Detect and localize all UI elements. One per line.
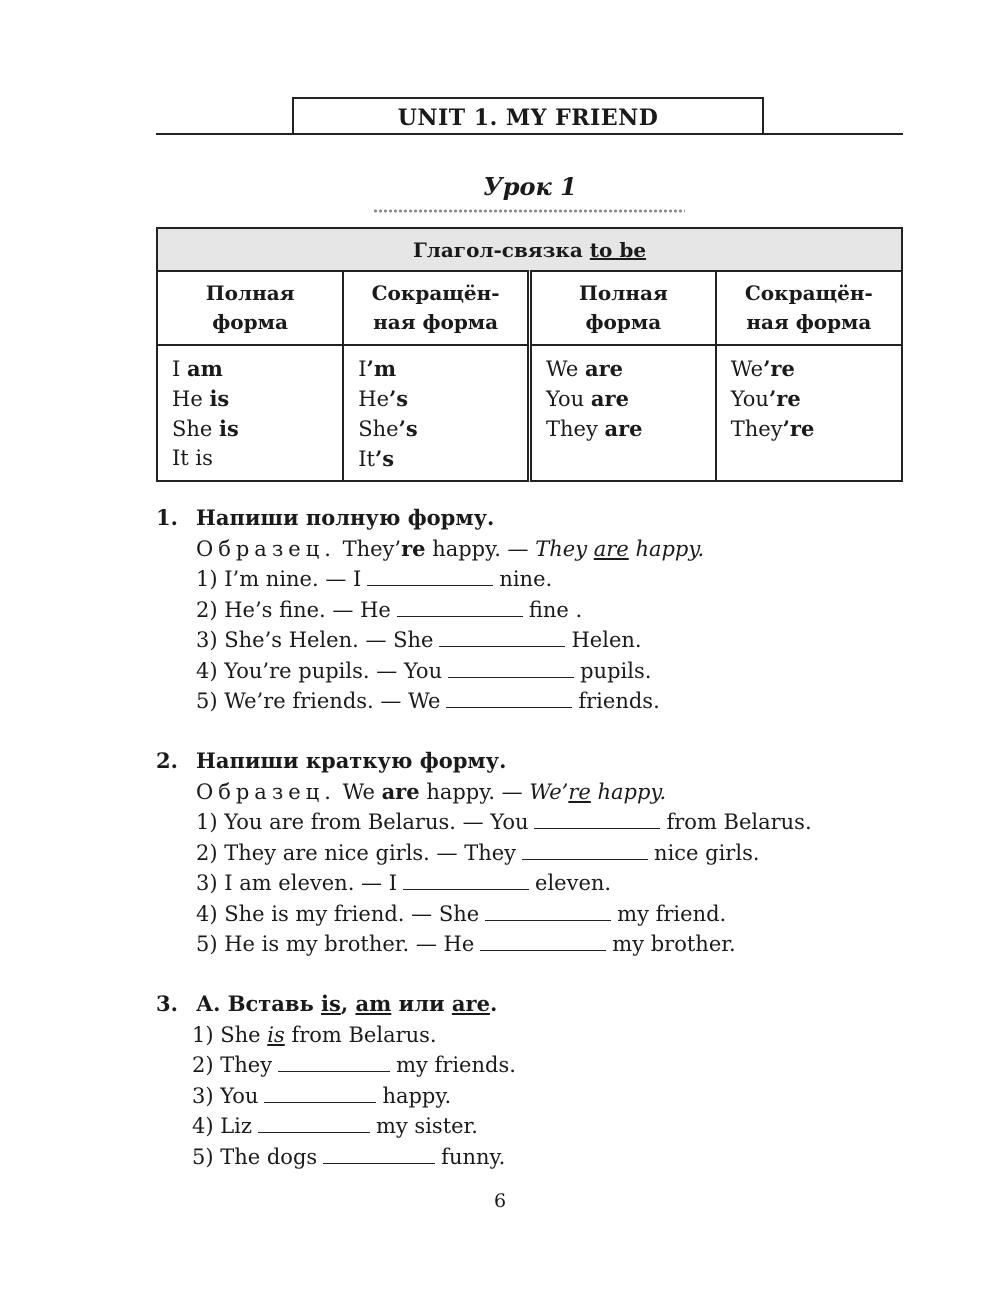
exercise-3 <box>156 989 916 1172</box>
exercise-2-item: 3) I am eleven. — I eleven. <box>196 871 612 895</box>
plural-short-forms: We’re You’re They’re <box>716 345 902 481</box>
exercise-1-item: 4) You’re pupils. — You pupils. <box>196 658 652 683</box>
singular-full-forms: I am He is She is It is <box>157 345 343 481</box>
answer-blank[interactable] <box>448 657 574 678</box>
answer-blank[interactable] <box>323 1143 435 1164</box>
dotted-divider <box>373 208 685 214</box>
exercise-1-item: 2) He’s fine. — He fine . <box>196 597 583 622</box>
answer-blank[interactable] <box>278 1051 390 1072</box>
lesson-title: Урок 1 <box>483 172 577 201</box>
answer-blank[interactable] <box>439 626 565 647</box>
page-number: 6 <box>493 1190 507 1212</box>
exercise-1-item: 3) She’s Helen. — She Helen. <box>196 628 642 652</box>
unit-title: UNIT 1. MY FRIEND <box>292 97 764 133</box>
table-caption: Глагол-связка to be <box>157 228 902 271</box>
header-rule <box>156 133 903 135</box>
exercise-2-item: 5) He is my brother. — He my brother. <box>196 932 736 956</box>
exercise-2-item: 2) They are nice girls. — They nice girls. <box>196 840 760 865</box>
answer-blank[interactable] <box>403 869 529 890</box>
exercise-2-heading: 2. Напиши краткую форму. <box>156 748 507 773</box>
exercise-1-heading: 1. Напиши полную форму. <box>156 505 495 530</box>
answer-blank[interactable] <box>480 930 606 951</box>
exercise-2-item: 1) You are from Belarus. — You from Belarus. <box>196 810 812 834</box>
exercise-2-sample: Образец. We are happy. — We’re happy. <box>196 778 667 804</box>
answer-blank[interactable] <box>446 687 572 708</box>
grammar-table <box>156 227 903 482</box>
answer-blank[interactable] <box>258 1112 370 1133</box>
exercise-2-item: 4) She is my friend. — She my friend. <box>196 901 727 926</box>
singular-short-forms: I’m He’s She’s It’s <box>343 345 529 481</box>
exercise-1 <box>156 503 916 717</box>
answer-blank[interactable] <box>397 596 523 617</box>
exercise-3-item: 2) They my friends. <box>192 1053 516 1077</box>
answer-blank[interactable] <box>264 1082 376 1103</box>
exercise-3-item: 3) You happy. <box>192 1083 452 1108</box>
header-full-form-2: Полная форма <box>530 271 716 345</box>
answer-blank[interactable] <box>367 565 493 586</box>
answer-blank[interactable] <box>522 839 648 860</box>
exercise-1-sample: Образец. They’re happy. — They are happy. <box>196 535 705 561</box>
exercise-2 <box>156 746 946 960</box>
exercise-1-item: 5) We’re friends. — We friends. <box>196 689 660 713</box>
answer-blank[interactable] <box>534 808 660 829</box>
exercise-3-item: 4) Liz my sister. <box>192 1114 478 1138</box>
plural-full-forms: We are You are They are <box>530 345 716 481</box>
answer-blank[interactable] <box>485 900 611 921</box>
exercise-3-item: 5) The dogs funny. <box>192 1144 506 1169</box>
exercise-3-item: 1) She is from Belarus. <box>192 1022 437 1047</box>
example-answer: is <box>267 1022 285 1047</box>
exercise-1-item: 1) I’m nine. — I nine. <box>196 567 553 591</box>
header-short-form-1: Сокращён- ная форма <box>343 271 529 345</box>
header-short-form-2: Сокращён- ная форма <box>716 271 902 345</box>
caption-verb: to be <box>589 237 647 262</box>
header-full-form-1: Полная форма <box>157 271 343 345</box>
exercise-3-heading: 3. А. Вставь is, am или are. <box>156 991 498 1016</box>
